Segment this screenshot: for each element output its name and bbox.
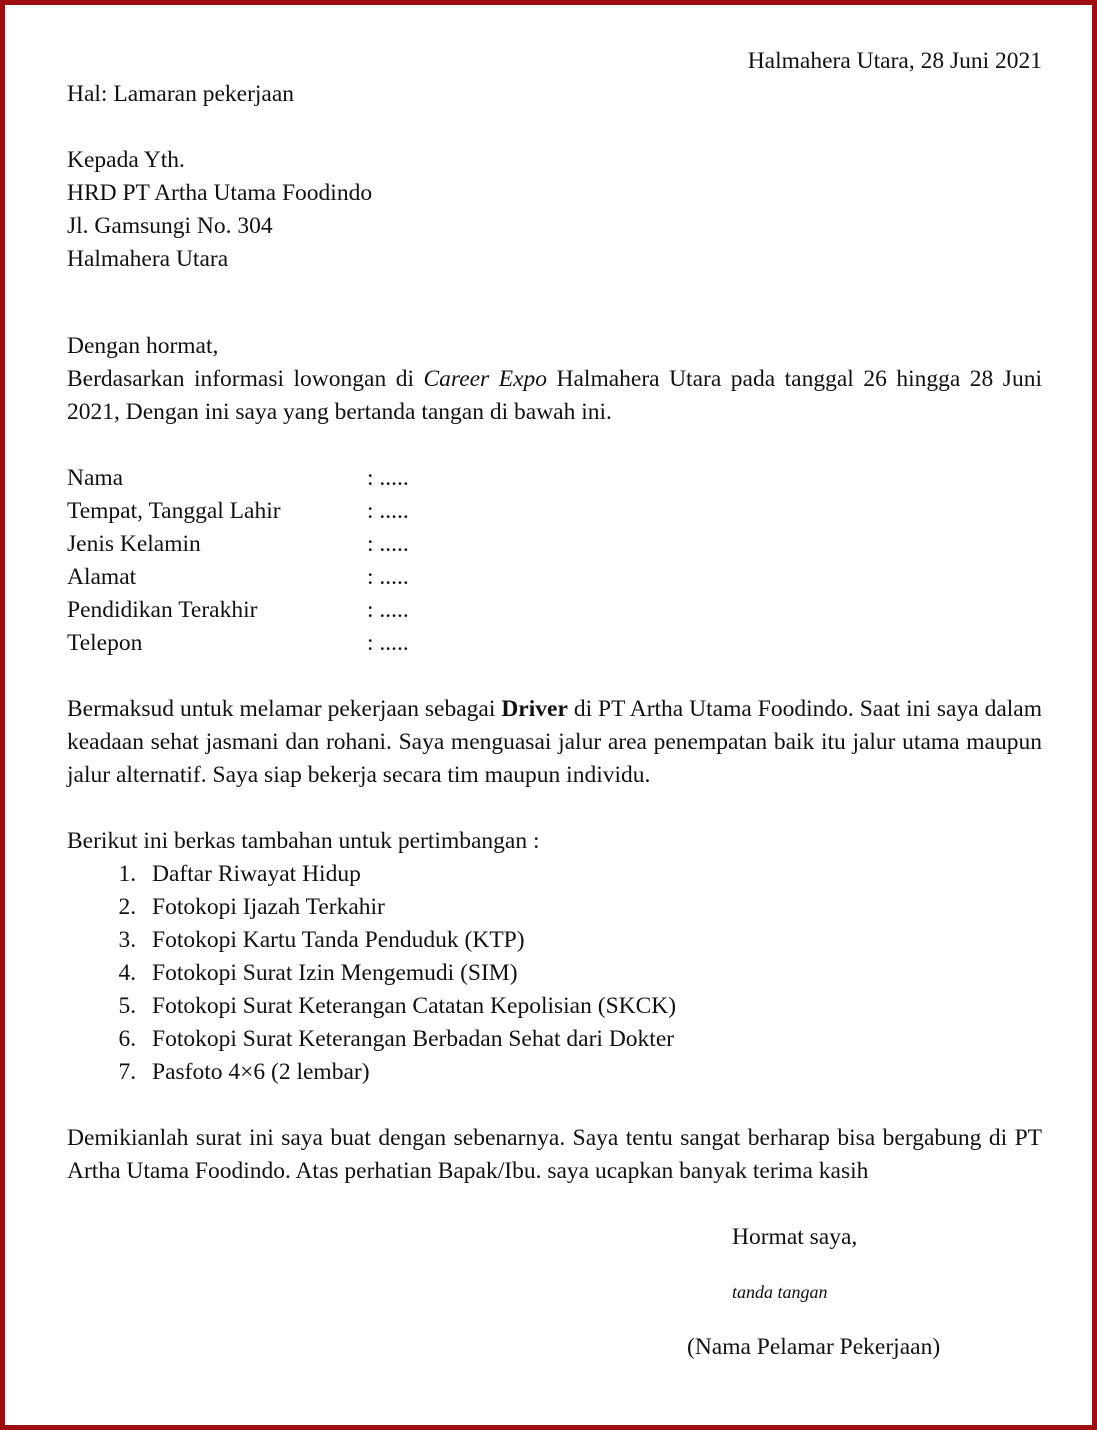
attachment-item: 5. Fotokopi Surat Keterangan Catatan Kepolisian (SKCK) (142, 990, 1042, 1023)
field-label: Pendidikan Terakhir (67, 597, 258, 623)
field-row (67, 627, 409, 660)
field-label: Jenis Kelamin (67, 531, 201, 557)
letter-document (67, 45, 1042, 1364)
signer-name: (Nama Pelamar Pekerjaan) (687, 1334, 941, 1360)
intro-text-before: Berdasarkan informasi lowongan di (67, 366, 424, 392)
field-label: Tempat, Tanggal Lahir (67, 498, 281, 524)
closing-paragraph: Demikianlah surat ini saya buat dengan sebenarnya. Saya tentu sangat berharap bisa bergabung di PT Artha Utama Foodindo. Atas perhatian Bapak/Ibu. saya ucapkan banyak terima kasih (67, 1125, 1042, 1184)
attachment-item: 3. Fotokopi Kartu Tanda Penduduk (KTP) (142, 924, 1042, 957)
field-label: Nama (67, 465, 124, 491)
recipient-street: Jl. Gamsungi No. 304 (67, 213, 273, 239)
closing-salutation: Hormat saya, (732, 1224, 858, 1250)
signature-placeholder: tanda tangan (732, 1282, 828, 1302)
field-row (67, 495, 409, 528)
attachment-item: 4. Fotokopi Surat Izin Mengemudi (SIM) (142, 957, 1042, 990)
applicant-fields (67, 462, 409, 660)
subject: Hal: Lamaran pekerjaan (67, 81, 295, 107)
position-name: Driver (501, 696, 568, 722)
field-value: : ..... (367, 630, 409, 656)
field-value: : ..... (367, 564, 409, 590)
purpose-paragraph (67, 693, 1042, 792)
field-value: : ..... (367, 531, 409, 557)
intro-paragraph (67, 363, 1042, 429)
attachment-item: 7. Pasfoto 4×6 (2 lembar) (142, 1056, 1042, 1089)
field-value: : ..... (367, 597, 409, 623)
field-row (67, 528, 409, 561)
intro-event-name: Career Expo (423, 366, 547, 392)
attachments-intro: Berikut ini berkas tambahan untuk pertimbangan : (67, 828, 540, 854)
place-date: Halmahera Utara, 28 Juni 2021 (747, 48, 1042, 74)
field-value: : ..... (367, 498, 409, 524)
greeting: Dengan hormat, (67, 333, 219, 359)
attachments-list (67, 858, 1042, 1089)
attachment-item: 6. Fotokopi Surat Keterangan Berbadan Sehat dari Dokter (142, 1023, 1042, 1056)
field-row (67, 462, 409, 495)
purpose-text-before: Bermaksud untuk melamar pekerjaan sebagai (67, 696, 502, 722)
field-row (67, 561, 409, 594)
purpose-text-after: di PT Artha Utama Foodindo. Saat ini saya dalam keadaan sehat jasmani dan rohani. Saya menguasai jalur area penempatan baik itu jalur utama maupun jalur alternatif. Saya siap bekerja secara tim maupun individu. (67, 696, 1042, 788)
field-row (67, 594, 409, 627)
attachment-item: 2. Fotokopi Ijazah Terkahir (142, 891, 1042, 924)
attachment-item: 1. Daftar Riwayat Hidup (142, 858, 1042, 891)
recipient-name: HRD PT Artha Utama Foodindo (67, 180, 373, 206)
field-label: Alamat (67, 564, 137, 590)
field-label: Telepon (67, 630, 143, 656)
field-value: : ..... (367, 465, 409, 491)
intro-text-after: Halmahera Utara pada tanggal 26 hingga 28 Juni 2021, Dengan ini saya yang bertanda tangan di bawah ini. (67, 366, 1042, 425)
recipient-city: Halmahera Utara (67, 246, 229, 272)
recipient-salutation: Kepada Yth. (67, 147, 185, 173)
